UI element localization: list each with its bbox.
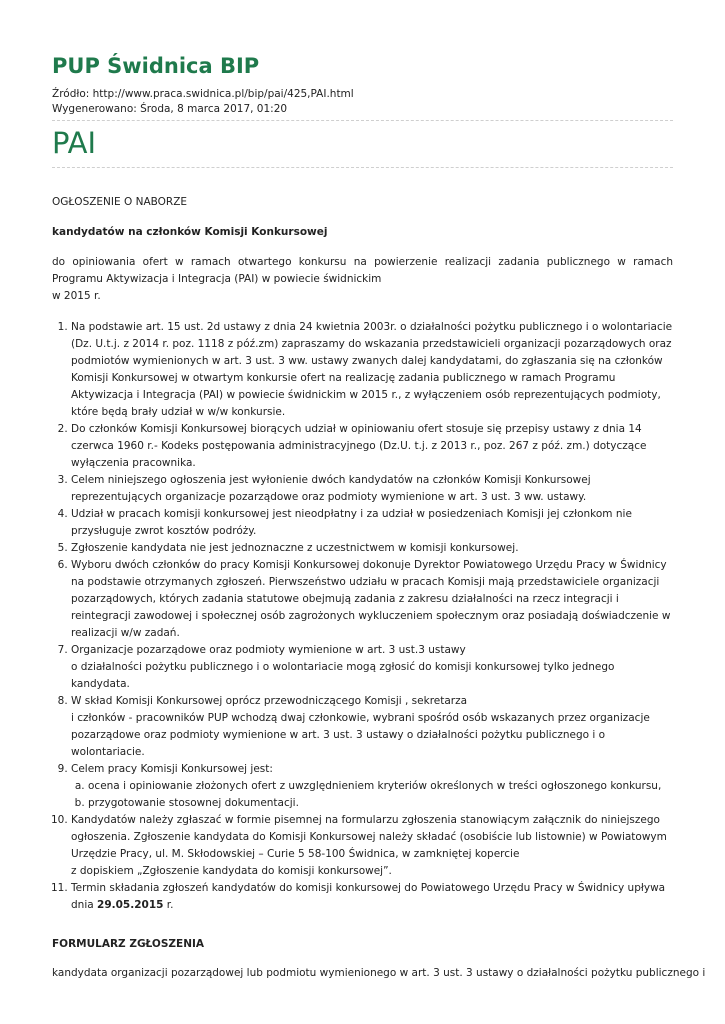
site-title: PUP Świdnica BIP: [52, 54, 260, 78]
list-item: [71, 880, 673, 914]
list-item-text: Zgłoszenie kandydata nie jest jednoznaczne z uczestnictwem w komisji konkursowej.: [71, 542, 519, 554]
list-item-text: Celem pracy Komisji Konkursowej jest:: [71, 763, 273, 775]
sub-list-item-text: przygotowanie stosownej dokumentacji.: [88, 797, 299, 809]
list-item: [71, 557, 673, 642]
list-item-text: Organizacje pozarządowe oraz podmioty wymienione w art. 3 ust.3 ustawy: [71, 644, 466, 656]
deadline-suffix: r.: [163, 899, 174, 911]
intro-text: do opiniowania ofert w ramach otwartego konkursu na powierzenie realizacji zadania publicznego w ramach Programu Aktywizacja i Integracja (PAI) w powiecie świdnickim: [52, 256, 673, 285]
notice-intro: [52, 254, 673, 305]
list-item-text: Udział w pracach komisji konkursowej jest nieodpłatny i za udział w posiedzeniach Komisji jej członkom nie przysługuje zwrot kosztów podróży.: [71, 508, 632, 537]
list-item-text: i członków - pracowników PUP wchodzą dwaj członkowie, wybrani spośród osób wskazanych przez organizacje pozarządowe oraz podmioty wymienione w art. 3 ust. 3 ustawy o działalności pożytku publicznego i o wolontariacie.: [71, 712, 650, 758]
source-url: Źródło: http://www.praca.swidnica.pl/bip/pai/425,PAI.html: [52, 88, 354, 100]
notice-heading: OGŁOSZENIE O NABORZE: [52, 196, 188, 208]
generated-date: Wygenerowano: Środa, 8 marca 2017, 01:20: [52, 103, 288, 115]
separator-bottom: [52, 167, 673, 168]
deadline-date: 29.05.2015: [97, 899, 164, 911]
list-item-text: Celem niniejszego ogłoszenia jest wyłonienie dwóch kandydatów na członków Komisji Konkursowej reprezentujących organizacje pozarządowe oraz podmioty wymienione w art. 3 ust. 3 ww. ustawy.: [71, 474, 591, 503]
sub-list-item-text: ocena i opiniowanie złożonych ofert z uwzględnieniem kryteriów określonych w treści ogłoszonego konkursu,: [88, 780, 662, 792]
sub-list: [71, 778, 673, 812]
sub-list-item: [88, 795, 673, 812]
list-item: [71, 761, 673, 812]
form-heading: FORMULARZ ZGŁOSZENIA: [52, 938, 205, 950]
notice-list: [52, 319, 673, 914]
list-item-text: Do członków Komisji Konkursowej biorących udział w opiniowaniu ofert stosuje się przepisy ustawy z dnia 14 czerwca 1960 r.- Kodeks postępowania administracyjnego (Dz.U. t.j. z 2013 r., poz. 267 z póź. zm.) dotyczące wyłączenia pracownika.: [71, 423, 647, 469]
list-item-text: W skład Komisji Konkursowej oprócz przewodniczącego Komisji , sekretarza: [71, 695, 468, 707]
list-item: [71, 693, 673, 761]
document-content: [52, 194, 706, 982]
list-item-text: Termin składania zgłoszeń kandydatów do komisji konkursowej do Powiatowego Urzędu Pracy w Świdnicy upływa dnia: [71, 882, 666, 911]
page-title: PAI: [52, 126, 97, 160]
list-item: [71, 506, 673, 540]
notice-subheading: kandydatów na członków Komisji Konkursowej: [52, 226, 328, 238]
separator-top: [52, 120, 673, 121]
list-item: [71, 319, 673, 421]
list-item: [71, 642, 673, 693]
list-item: [71, 812, 673, 880]
list-item-text: o działalności pożytku publicznego i o wolontariacie mogą zgłosić do komisji konkursowej tylko jednego kandydata.: [71, 661, 615, 690]
document-meta: [52, 87, 673, 117]
list-item-text: Kandydatów należy zgłaszać w formie pisemnej na formularzu zgłoszenia stanowiącym załącznik do niniejszego ogłoszenia. Zgłoszenie kandydata do Komisji Konkursowej należy składać (osobiście lub listownie) w Powiatowym Urzędzie Pracy, ul. M. Skłodowskiej – Curie 5 58-100 Świdnica, w zamkniętej kopercie: [71, 814, 667, 860]
form-text: kandydata organizacji pozarządowej lub podmiotu wymienionego w art. 3 ust. 3 ustawy o działalności pożytku publicznego i: [52, 967, 706, 979]
list-item: [71, 472, 673, 506]
list-item-text: Wyboru dwóch członków do pracy Komisji Konkursowej dokonuje Dyrektor Powiatowego Urzędu Pracy w Świdnicy na podstawie otrzymanych zgłoszeń. Pierwszeństwo udziału w pracach Komisji mają przedstawiciele organizacji pozarządowych, których zadania statutowe obejmują zadania z zakresu działalności na rzecz integracji i reintegracji zawodowej i społecznej osób zagrożonych wykluczeniem społecznym oraz posiadają doświadczenie w realizacji w/w zadań.: [71, 559, 671, 639]
intro-year: w 2015 r.: [52, 290, 101, 302]
list-item: [71, 421, 673, 472]
list-item-text: Na podstawie art. 15 ust. 2d ustawy z dnia 24 kwietnia 2003r. o działalności pożytku publicznego i o wolontariacie (Dz. U.t.j. z 2014 r. poz. 1118 z póź.zm) zapraszamy do wskazania przedstawicieli organizacji pozarządowych oraz podmiotów wymienionych w art. 3 ust. 3 ww. ustawy zwanych dalej kandydatami, do zgłaszania się na członków Komisji Konkursowej w otwartym konkursie ofert na realizację zadania publicznego w ramach Programu Aktywizacja i Integracja (PAI) w powiecie świdnickim w 2015 r., z wyłączeniem osób reprezentujących podmioty, które będą brały udział w w/w konkursie.: [71, 321, 673, 418]
list-item: [71, 540, 673, 557]
sub-list-item: [88, 778, 673, 795]
list-item-text: z dopiskiem „Zgłoszenie kandydata do komisji konkursowej”.: [71, 865, 392, 877]
